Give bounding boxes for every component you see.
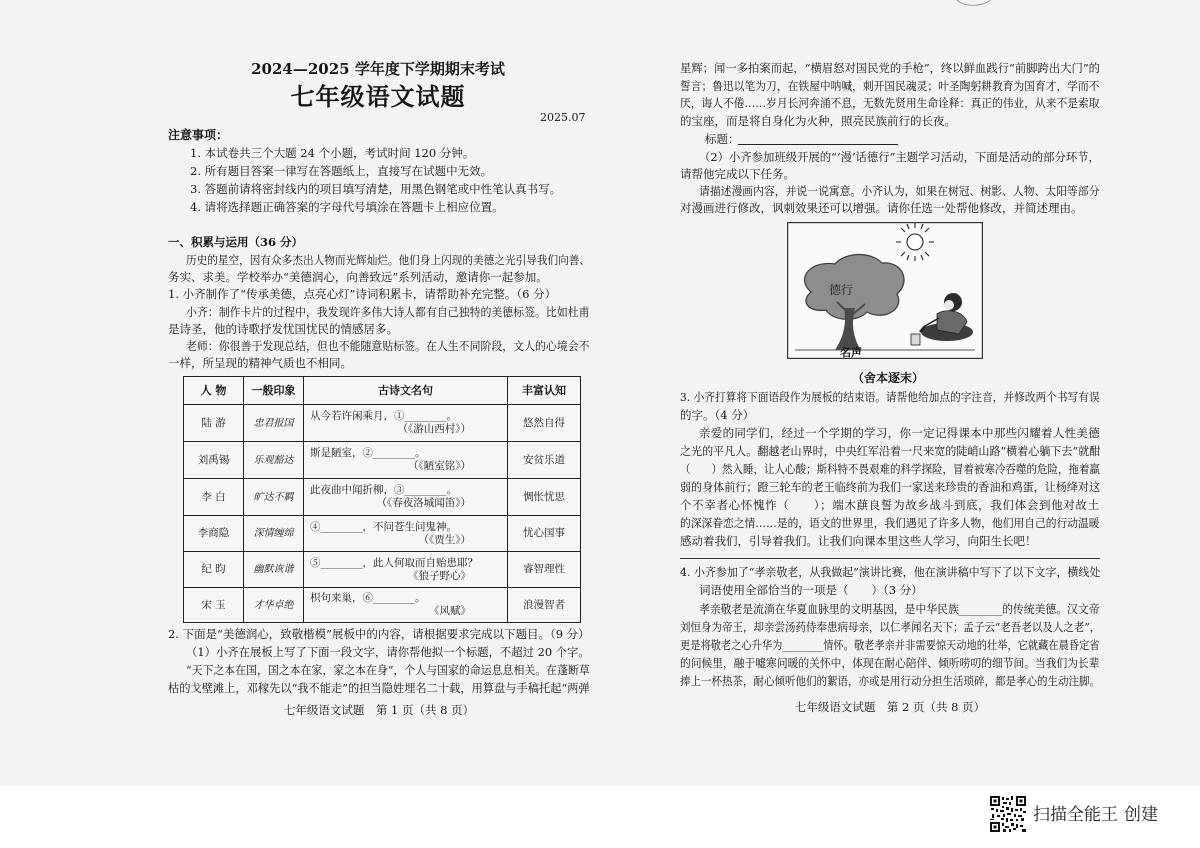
poem-source: （《陋室铭》） [408,460,471,472]
notice-item: 3. 答题前请将密封线内的项目填写清楚，用黑色钢笔或中性笔认真书写。 [190,182,562,196]
intro-line: 历史的星空，因有众多杰出人物而光辉灿烂。他们身上闪现的美德之光引导我们向善、 [186,253,591,267]
poem-cell [304,588,508,623]
impression-cell: 才华卓绝 [244,588,304,623]
passage-line: 的问候里，融于嘘寒问暖的关怀中，体现在耐心陪伴、倾听唠叨的细节间。当我们为长辈 [680,656,1100,670]
subject-title: 七年级语文试题 [290,82,466,111]
intro-line: 务实、求美。学校举办“美德润心，向善致远”系列活动，邀请你一起参加。 [168,270,548,284]
question-2-sub2: （2）小齐参加班级开展的“‘漫’话德行”主题学习活动，下面是活动的部分环节， [699,150,1100,164]
title-answer-blank [738,144,898,145]
dialogue-line: 一样，所呈现的精神气质也不相同。 [168,356,352,370]
passage-line: 厌，诲人不倦……岁月长河奔涌不息，无数先贤用生命诠释：真正的伟业，从来不是索取 [680,96,1100,110]
passage-line: 的宝座，而是将自身化为火种，照亮民族前行的长夜。 [680,114,956,128]
section-heading: 一、积累与运用（36 分） [168,235,304,249]
page-footer: 七年级语文试题 第 1 页（共 8 页） [283,703,475,717]
poem-source: 《狼子野心》 [408,569,471,582]
title-label: 标题： [705,132,740,146]
shadow-label: 名声 [840,346,862,359]
task-line: 请描述漫画内容，并说一说寓意。小齐认为，如果在树冠、树影、人物、太阳等部分 [699,184,1100,198]
person-cell: 李商隐 [184,516,244,552]
qr-code-icon [990,796,1026,832]
passage-line: 孝亲敬老是流淌在华夏血脉里的文明基因，是中华民族________的传统美德。汉文帝 [699,602,1100,616]
impression-cell: 忠君报国 [244,405,304,442]
poem-cell [304,516,508,552]
passage-line: 亲爱的同学们，经过一个学期的学习，你一定记得课本中那些闪耀着人性美德 [699,426,1100,440]
scanner-action-label: 创建 [1124,805,1158,825]
notice-item: 4. 请将选择题正确答案的字母代号填涂在答题卡上相应位置。 [190,200,504,214]
notice-item: 1. 本试卷共三个大题 24 个小题，考试时间 120 分钟。 [190,146,475,160]
question-2-sub2: 请帮他完成以下任务。 [680,167,795,181]
insight-cell: 惆怅忧思 [508,479,581,516]
passage-line: 誓言；鲁迅以笔为刀，在铁屋中呐喊，刺开国民魂灵；叶圣陶躬耕教育为国育才，学而不 [680,79,1100,93]
person-cell: 宋 玉 [184,588,244,623]
scanner-watermark [1033,805,1158,825]
person-cell: 陆 游 [184,405,244,442]
table-header-row [184,377,581,405]
passage-line: 枯的戈壁滩上，邓稼先以“我不能走”的担当隐姓埋名二十载，用算盘与手稿托起“两弹 [168,681,590,695]
notice-item: 2. 所有题目答案一律写在答题纸上，直接写在试题中无效。 [190,164,493,178]
poem-source: 《风赋》 [429,605,471,617]
poem-cell [304,479,508,516]
poem-line: ⑤________，此人何取而自贻患耶？ [310,556,478,569]
poem-cell [304,405,508,442]
question-2-prompt: 2. 下面是“美德润心，致敬楷模”展板中的内容，请根据要求完成以下题目。（9 分） [168,627,590,641]
dialogue-line: 是诗圣，他的诗歌抒发忧国忧民的情感居多。 [168,322,398,336]
impression-cell: 幽默诙谐 [244,552,304,588]
person-cell: 刘禹锡 [184,442,244,479]
column-header: 丰富认知 [508,377,581,405]
passage-line: 个不幸者心怀愧怍（ ）；端木蕻良誓为故乡战斗到底，我们体会到他对故土 [680,498,1100,512]
page-corner-mark [955,0,995,10]
cartoon-caption: （舍本逐末） [852,371,925,385]
passage-line: （ ）然入睡，让人心酸；斯科特不畏艰难的科学探险，冒着被寒冷吞噬的危险，拖着羸 [680,462,1100,476]
table-row [184,588,581,623]
impression-cell: 旷达不羁 [244,479,304,516]
insight-cell: 睿智理性 [508,552,581,588]
person-cell: 纪 昀 [184,552,244,588]
crown-label: 德行 [829,283,854,297]
poem-line: 枳句来巢，⑥________。 [310,592,426,604]
poem-source: （《春夜洛城闻笛》） [376,497,471,509]
column-header: 一般印象 [244,377,304,405]
table-row [184,405,581,442]
poem-line: ④________，不问苍生问鬼神。 [310,520,457,533]
passage-line: 捧上一杯热茶，耐心倾听他们的絮语，亦或是用行动分担生活琐碎，都是孝心的生动注脚。 [680,674,1100,688]
question-4-prompt: 4. 小齐参加了“孝亲敬老，从我做起”演讲比赛，他在演讲稿中写下了以下文字，横线处 [680,565,1101,579]
question-3-prompt: 的字。（4 分） [680,408,755,422]
insight-cell: 安贫乐道 [508,442,581,479]
table-row [184,442,581,479]
task-line: 对漫画进行修改，讽刺效果还可以增强。请你任选一处帮他修改，并简述理由。 [680,201,1083,215]
passage-line: “天下之本在国，国之本在家，家之本在身”，个人与国家的命运息息相关。在蓬断草 [186,663,590,677]
passage-line: 感动着我们，引导着我们。让我们向课本里这些人学习，向阳生长吧！ [680,534,1037,548]
exam-title: 2024—2025 学年度下学期期末考试 [251,60,505,78]
poem-accumulation-table [183,376,581,623]
column-header: 人 物 [184,377,244,405]
dialogue-line: 小齐：制作卡片的过程中，我发现许多伟大诗人都有自己独特的美德标签。比如杜甫 [186,305,590,319]
passage-line: 刘恒身为帝王，却亲尝汤药侍奉患病母亲，以仁孝闻名天下；孟子云“老吾老以及人之老”， [680,620,1101,634]
passage-line: 之光的平凡人。翻越老山界时，中央红军沿着一尺来宽的陡峭山路“横着心躺下去”就酣 [680,444,1101,458]
column-header: 古诗文名句 [304,377,508,405]
table-row [184,479,581,516]
cartoon-illustration [787,222,983,359]
scanner-app-name: 扫描全能王 [1033,805,1118,825]
poem-cell [304,552,508,588]
impression-cell: 深情缠绵 [244,516,304,552]
question-3-prompt: 3. 小齐打算将下面语段作为展板的结束语。请帮他给加点的字注音，并修改两个书写有误 [680,390,1100,404]
person-cell: 李 白 [184,479,244,516]
passage-line: 星辉；闻一多拍案而起，“横眉怒对国民党的手枪”，终以鲜血践行“前脚跨出大门”的 [680,61,1101,75]
passage-line: 更是将敬老之心升华为________情怀。敬老孝亲并非需要惊天动地的壮举，它就藏在晨昏定省 [680,638,1100,652]
notice-heading: 注意事项： [168,128,229,142]
poem-line: 此夜曲中闻折柳，③________。 [310,484,457,496]
insight-cell: 忧心国事 [508,516,581,552]
poem-line: 斯是陋室，②________。 [310,447,426,459]
table-row [184,552,581,588]
dialogue-line: 老师：你很善于发现总结，但也不能随意贴标签。在人生不同阶段，文人的心境会不 [186,339,590,353]
answer-line [680,558,1100,559]
insight-cell: 浪漫智者 [508,588,581,623]
poem-line: 从今若许闲乘月，①________。 [310,410,457,422]
passage-line: 的深深眷恋之情……是的，语文的世界里，我们遇见了许多人物，他们用自己的行动温暖 [680,516,1100,530]
paint-bucket-icon [911,334,920,345]
table-row [184,516,581,552]
question-1-prompt: 1. 小齐制作了“传承美德，点亮心灯”诗词积累卡，请帮助补充完整。（6 分） [168,287,557,301]
poem-source: （《游山西村》） [397,423,471,435]
question-2-sub1: （1）小齐在展板上写了下面一段文字，请你帮他拟一个标题，不超过 20 个字。 [186,645,590,659]
page-footer: 七年级语文试题 第 2 页（共 8 页） [794,700,986,714]
poem-source: （《贾生》） [418,533,471,546]
impression-cell: 乐观豁达 [244,442,304,479]
poem-cell [304,442,508,479]
exam-date: 2025.07 [540,111,586,124]
insight-cell: 悠然自得 [508,405,581,442]
question-4-prompt: 词语使用全部恰当的一项是（ ）（3 分） [699,583,923,597]
passage-line: 弱的身体前行；蹬三轮车的老王临终前为我们一家送来珍贵的香油和鸡蛋，让杨绛对这 [680,480,1101,494]
